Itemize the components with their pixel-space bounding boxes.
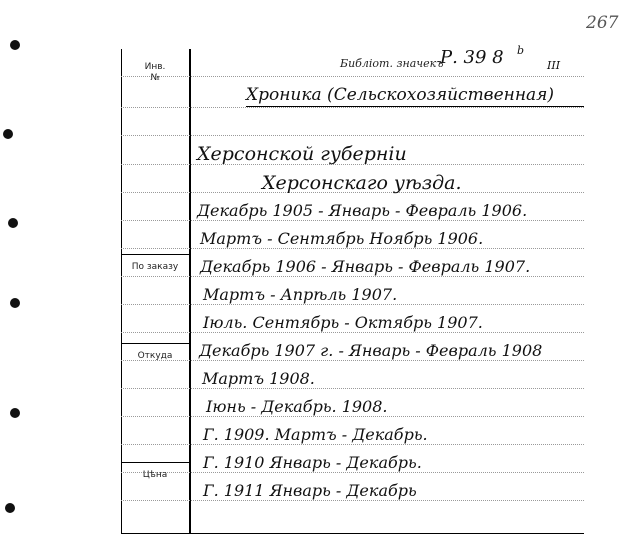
punch-hole [10,40,20,50]
punch-hole [5,503,15,513]
inv-label: Инв. [144,62,166,72]
price-label: Цѣна [142,470,168,480]
section-divider [121,343,189,344]
entry-line: Херсонскаго уѣзда. [262,172,462,194]
ruled-line [121,76,584,77]
punch-hole [10,408,20,418]
library-mark-label: Библіот. значекъ [340,57,444,70]
ruled-line [121,107,584,108]
entry-line: Г. 1910 Январь - Декабрь. [203,453,422,472]
ruled-line [121,135,584,136]
inventory-label [121,62,189,84]
entry-line: Декабрь 1905 - Январь - Февраль 1906. [197,201,528,220]
by-order-label: По заказу [131,262,179,272]
bottom-line [121,533,584,534]
library-mark-superscript: b [517,44,525,57]
punch-hole [3,129,13,139]
section-divider [121,254,189,255]
entry-line: Мартъ 1908. [202,369,315,388]
entry-line: Декабрь 1907 г. - Январь - Февраль 1908 [199,341,543,360]
library-mark-suffix: III [547,59,561,72]
library-mark-code: Р. 39 8 [440,47,504,68]
punch-hole [8,218,18,228]
page-number: 267 [586,13,619,33]
card-title: Хроника (Сельскохозяйственная) [246,85,555,105]
source-label: Откуда [137,351,173,361]
left-column-line [189,49,191,534]
entry-line: Іюнь - Декабрь. 1908. [206,397,388,416]
entry-line: Декабрь 1906 - Январь - Февраль 1907. [200,257,531,276]
title-underline [246,106,584,107]
section-divider [121,462,189,463]
entry-line: Іюль. Сентябрь - Октябрь 1907. [203,313,483,332]
entry-line: Мартъ - Сентябрь Ноябрь 1906. [200,229,484,248]
ruled-line [121,388,584,389]
number-sign-label: № [150,73,160,83]
entry-line: Г. 1911 Январь - Декабрь [203,481,417,500]
entry-line: Херсонской губерніи [197,143,407,165]
entry-line: Г. 1909. Мартъ - Декабрь. [203,425,428,444]
punch-hole [10,298,20,308]
entry-line: Мартъ - Апрѣль 1907. [203,285,398,304]
